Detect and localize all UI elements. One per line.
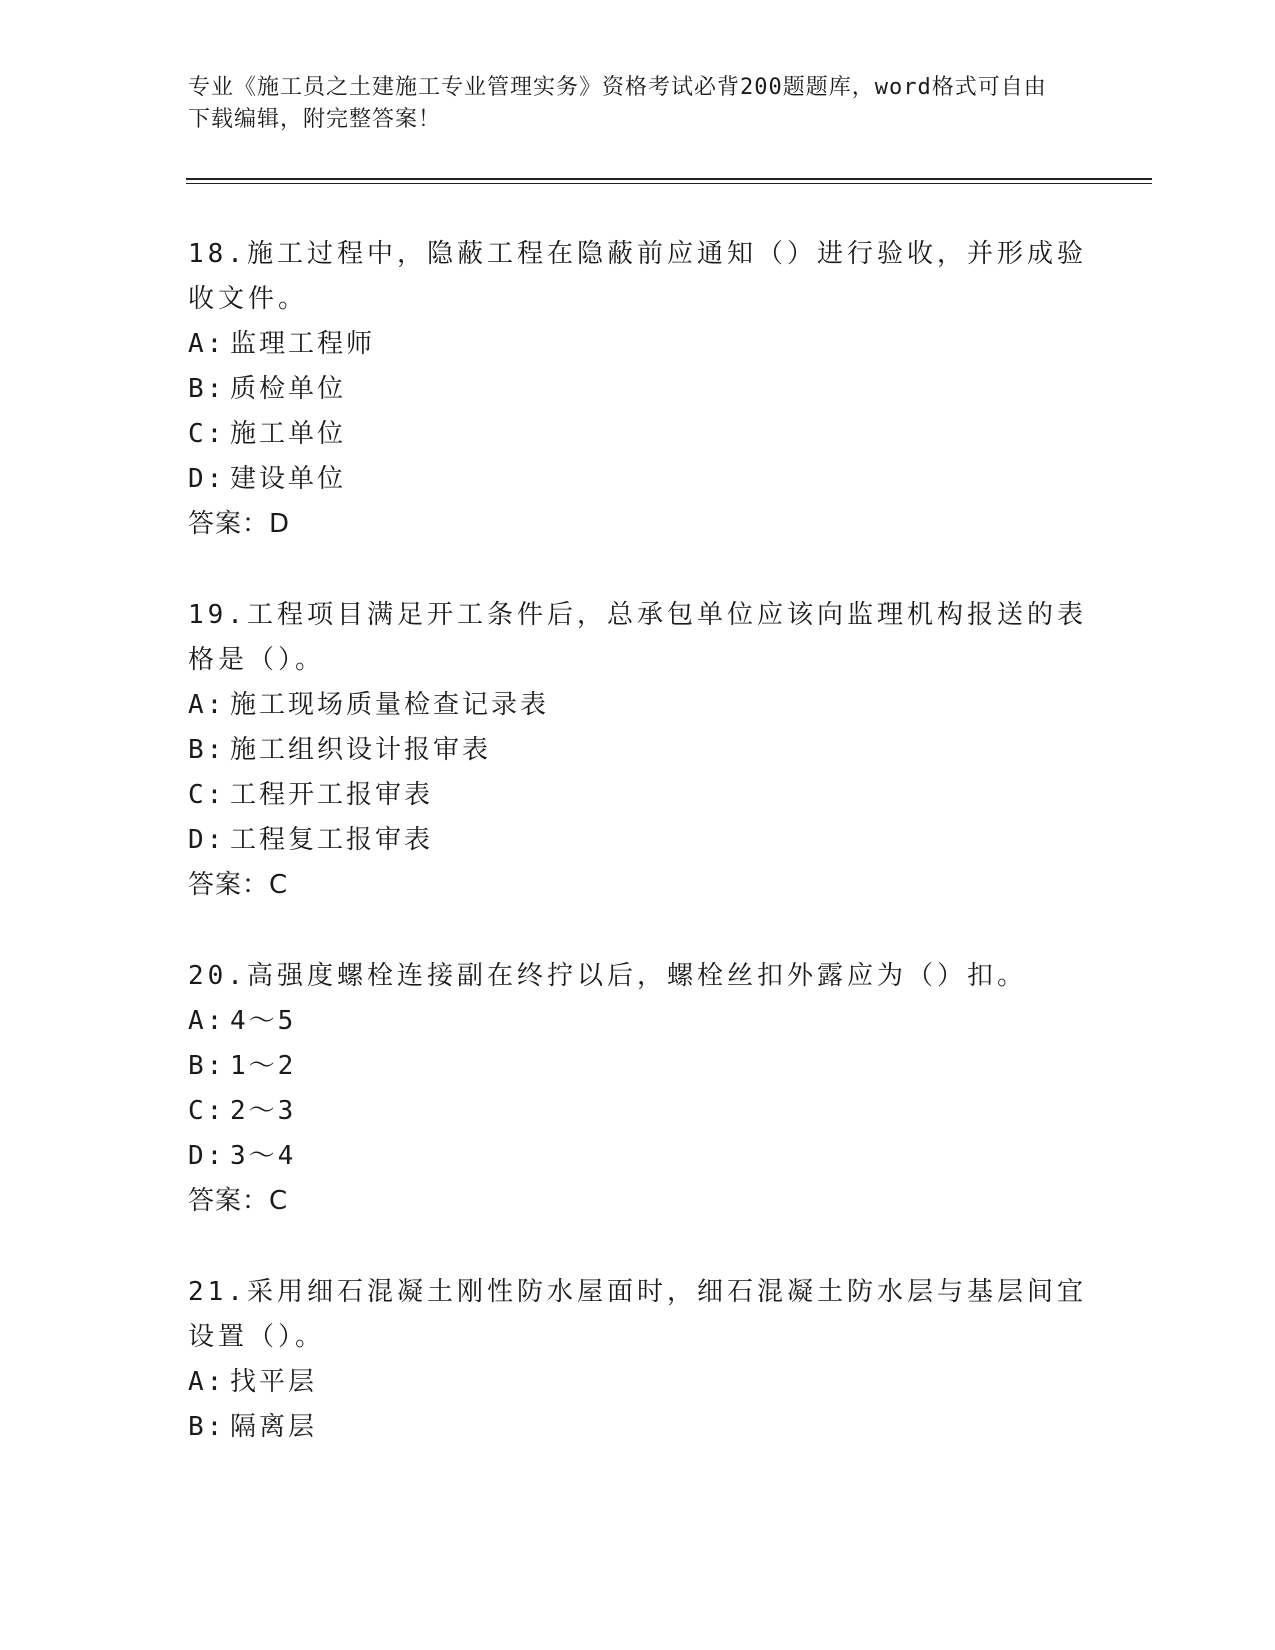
question-stem: 高强度螺栓连接副在终拧以后，螺栓丝扣外露应为（）扣。 (246, 961, 1027, 991)
option-letter: D: (188, 825, 226, 855)
question-text (188, 593, 1088, 683)
header-divider-bottom (186, 183, 1152, 184)
option-b (188, 367, 1088, 412)
option-text: 建设单位 (230, 464, 347, 494)
option-text: 质检单位 (230, 374, 347, 404)
question-21 (188, 1270, 1088, 1450)
option-letter: A: (188, 1367, 226, 1397)
question-20 (188, 954, 1088, 1224)
option-d (188, 457, 1088, 502)
question-text (188, 1270, 1088, 1360)
option-text: 2～3 (230, 1096, 297, 1126)
option-text: 工程开工报审表 (230, 780, 434, 810)
option-a (188, 1360, 1088, 1405)
option-c (188, 1089, 1088, 1134)
option-list (188, 1360, 1088, 1450)
option-letter: C: (188, 1096, 226, 1126)
option-text: 3～4 (230, 1141, 297, 1171)
answer-line: 答案：D (188, 509, 291, 539)
question-number: 20. (188, 961, 247, 991)
option-text: 1～2 (230, 1051, 297, 1081)
question-text (188, 954, 1088, 999)
option-list (188, 322, 1088, 502)
option-list (188, 683, 1088, 863)
option-text: 施工现场质量检查记录表 (230, 690, 550, 720)
option-letter: C: (188, 780, 226, 810)
option-text: 找平层 (230, 1367, 318, 1397)
answer-line: 答案：C (188, 870, 289, 900)
option-c (188, 412, 1088, 457)
option-a (188, 683, 1088, 728)
header-divider-top (186, 178, 1152, 180)
question-number: 19. (188, 600, 247, 630)
option-c (188, 773, 1088, 818)
option-b (188, 1044, 1088, 1089)
option-letter: C: (188, 419, 226, 449)
question-stem: 工程项目满足开工条件后，总承包单位应该向监理机构报送的表格是（）。 (188, 600, 1087, 675)
option-letter: B: (188, 1051, 226, 1081)
option-letter: A: (188, 1006, 226, 1036)
option-b (188, 728, 1088, 773)
option-letter: D: (188, 1141, 226, 1171)
option-a (188, 999, 1088, 1044)
answer-line: 答案：C (188, 1186, 289, 1216)
question-18 (188, 232, 1088, 547)
question-text (188, 232, 1088, 322)
option-letter: B: (188, 374, 226, 404)
option-text: 施工单位 (230, 419, 347, 449)
question-stem: 采用细石混凝土刚性防水屋面时，细石混凝土防水层与基层间宜设置（）。 (188, 1277, 1087, 1352)
option-d (188, 818, 1088, 863)
option-letter: B: (188, 735, 226, 765)
option-b (188, 1405, 1088, 1450)
question-stem: 施工过程中，隐蔽工程在隐蔽前应通知（）进行验收，并形成验收文件。 (188, 239, 1087, 314)
option-a (188, 322, 1088, 367)
option-text: 施工组织设计报审表 (230, 735, 492, 765)
option-text: 隔离层 (230, 1412, 318, 1442)
option-letter: A: (188, 329, 226, 359)
option-text: 工程复工报审表 (230, 825, 434, 855)
question-number: 21. (188, 1277, 247, 1307)
option-text: 4～5 (230, 1006, 297, 1036)
option-list (188, 999, 1088, 1179)
question-19 (188, 593, 1088, 908)
option-text: 监理工程师 (230, 329, 376, 359)
option-letter: B: (188, 1412, 226, 1442)
question-list (188, 232, 1088, 1496)
option-letter: A: (188, 690, 226, 720)
question-number: 18. (188, 239, 247, 269)
option-d (188, 1134, 1088, 1179)
page-header: 专业《施工员之土建施工专业管理实务》资格考试必背200题题库，word格式可自由下载编辑，附完整答案！ (188, 75, 1047, 132)
option-letter: D: (188, 464, 226, 494)
